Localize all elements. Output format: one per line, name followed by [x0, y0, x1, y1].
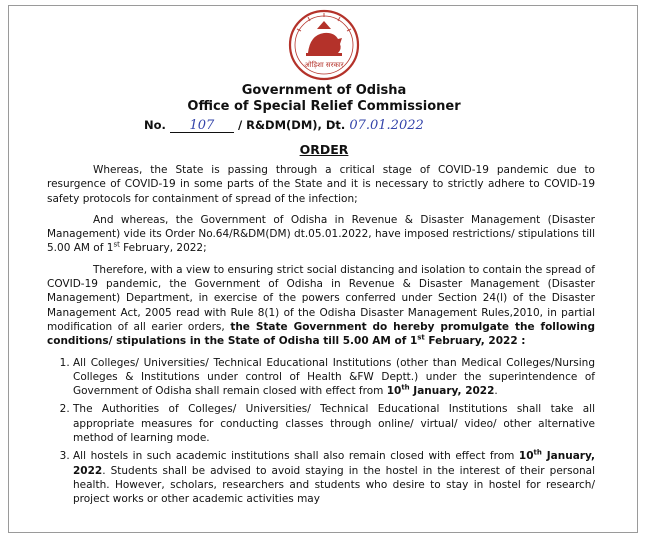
- order-body: [47, 163, 595, 511]
- reference-number: 107: [170, 119, 234, 133]
- list-item: 1. All Colleges/ Universities/ Technical Educational Institutions (other than Medical Colleges/Nursing Colleges & Institutions under control of Health &FW Deptt.) under the superintendence of Government of Odisha shall remain closed with effect from 10th January, 2022.: [73, 356, 595, 399]
- order-document: [8, 5, 638, 533]
- reference-line: [144, 118, 424, 133]
- list-item: 3. All hostels in such academic institutions shall also remain closed with effect from 10th January, 2022. Students shall be advised to avoid staying in the hostel in the interest of their personal health. However, scholars, researchers and students who desire to stay in hostel for research/ project works or other academic activities may: [73, 449, 595, 506]
- paragraph-therefore: Therefore, with a view to ensuring strict social distancing and isolation to contain the spread of COVID-19 pandemic, the Government of Odisha in Revenue & Disaster Management (Disaster Management) Department, in exercise of the powers conferred under Section 24(l) of the Disaster Management Act, 2005 read with Rule 8(1) of the Odisha Disaster Management Rules,2010, in partial modification of all earier orders, the State Government do hereby promulgate the following conditions/ stipulations in the State of Odisha till 5.00 AM of 1st February, 2022 :: [47, 263, 595, 348]
- reference-date: 07.01.2022: [349, 118, 424, 133]
- odisha-state-emblem-icon: [288, 9, 360, 81]
- reference-department: / R&DM(DM), Dt.: [237, 118, 346, 132]
- conditions-list: [47, 356, 595, 507]
- paragraph-whereas: Whereas, the State is passing through a critical stage of COVID-19 pandemic due to resurgence of COVID-19 in some parts of the State and it is necessary to strictly adhere to COVID-19 safety protocols for containment of spread of the infection;: [47, 164, 595, 205]
- promulgation-statement: the State Government do hereby promulgate the following conditions/ stipulations in the State of Odisha till 5.00 AM of 1st February, 2022 :: [47, 320, 595, 348]
- paragraph-and-whereas: And whereas, the Government of Odisha in Revenue & Disaster Management (Disaster Management) vide its Order No.64/R&DM(DM) dt.05.01.2022, have imposed restrictions/ stipulations till 5.00 AM of 1st February, 2022;: [47, 213, 595, 255]
- office-name: Office of Special Relief Commissioner: [187, 99, 461, 114]
- order-title: ORDER: [299, 142, 349, 157]
- reference-no-label: No.: [144, 118, 166, 132]
- government-name: Government of Odisha: [241, 83, 407, 98]
- list-item: 2. The Authorities of Colleges/ Universities/ Technical Educational Institutions shall take all appropriate measures for conducting classes through online/ virtual/ video/ other alternative method of learning mode.: [73, 402, 595, 445]
- emblem-text: ओड़िशा सरकार: [304, 61, 344, 69]
